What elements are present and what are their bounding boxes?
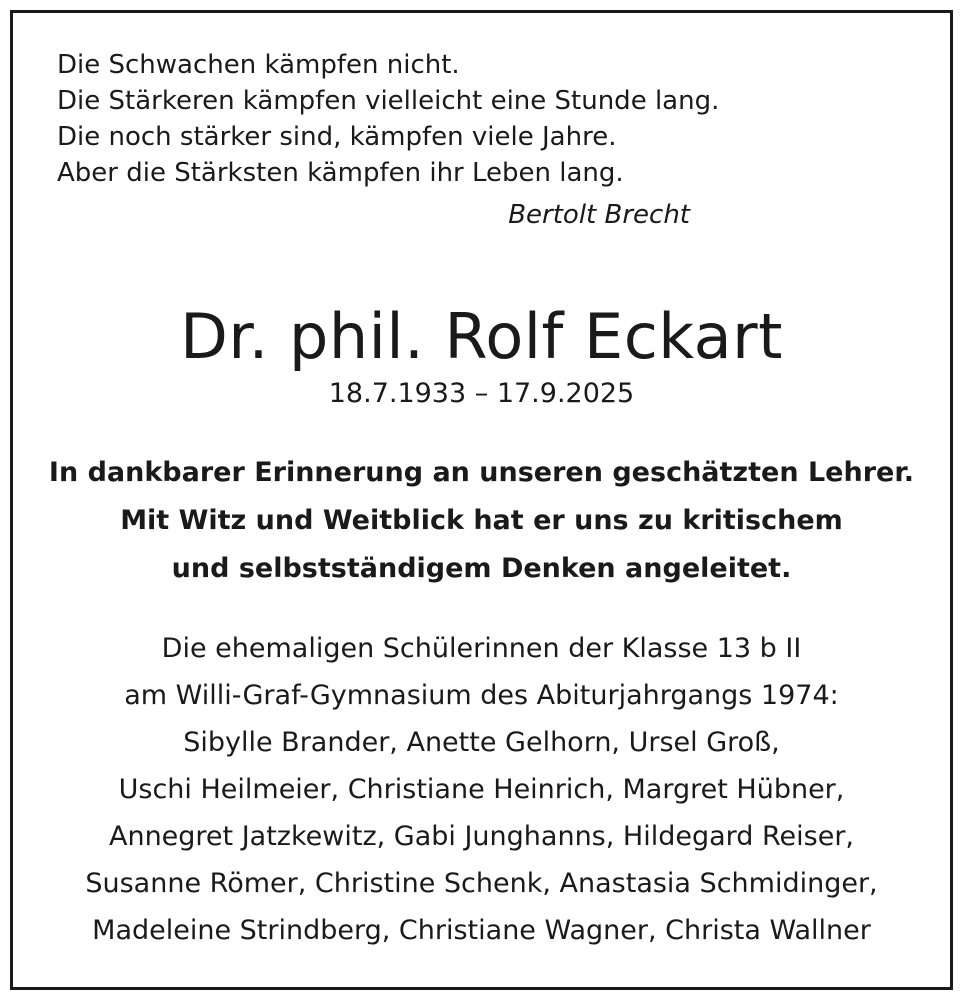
signer-line: Annegret Jatzkewitz, Gabi Junghanns, Hildegard Reiser, bbox=[108, 821, 855, 852]
quote-author: Bertolt Brecht bbox=[508, 200, 690, 230]
signer-line: Uschi Heilmeier, Christiane Heinrich, Margret Hübner, bbox=[118, 774, 845, 805]
signers-block bbox=[13, 625, 950, 954]
signer-line: Madeleine Strindberg, Christiane Wagner, Christa Wallner bbox=[92, 915, 871, 946]
deceased-name: Dr. phil. Rolf Eckart bbox=[180, 300, 783, 373]
quote-line: Die Stärkeren kämpfen vielleicht eine Stunde lang. bbox=[57, 86, 720, 116]
quote-line: Die noch stärker sind, kämpfen viele Jahre. bbox=[57, 122, 617, 152]
life-dates: 18.7.1933 – 17.9.2025 bbox=[328, 378, 635, 409]
dedication-line: In dankbarer Erinnerung an unseren geschätzten Lehrer. bbox=[48, 457, 915, 488]
signer-line: Susanne Römer, Christine Schenk, Anastasia Schmidinger, bbox=[85, 868, 878, 899]
dedication-text bbox=[13, 449, 950, 593]
obituary-notice bbox=[10, 10, 953, 990]
signer-line: am Willi-Graf-Gymnasium des Abiturjahrgangs 1974: bbox=[124, 680, 839, 711]
signer-line: Die ehemaligen Schülerinnen der Klasse 13 b II bbox=[161, 633, 802, 664]
signer-line: Sibylle Brander, Anette Gelhorn, Ursel Groß, bbox=[183, 727, 780, 758]
quote-line: Die Schwachen kämpfen nicht. bbox=[57, 50, 460, 80]
dedication-line: Mit Witz und Weitblick hat er uns zu kritischem bbox=[120, 505, 843, 536]
quote-line: Aber die Stärksten kämpfen ihr Leben lang. bbox=[57, 158, 624, 188]
quote-block bbox=[57, 47, 757, 191]
dedication-line: und selbstständigem Denken angeleitet. bbox=[171, 553, 792, 584]
